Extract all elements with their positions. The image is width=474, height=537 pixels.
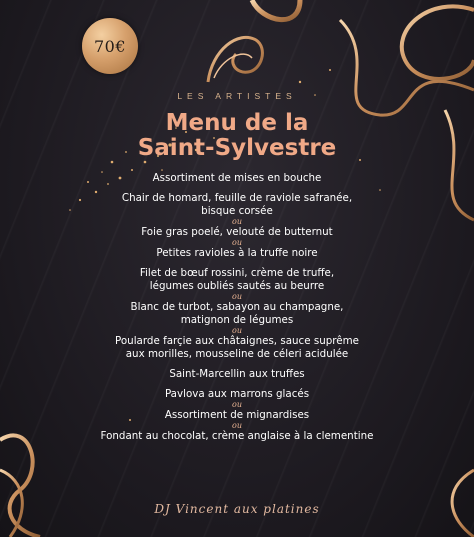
menu-item: légumes oubliés sautés au beurre	[149, 280, 325, 292]
menu-item: Fondant au chocolat, crème anglaise à la clementine	[100, 430, 374, 442]
or-separator: ou	[232, 421, 242, 430]
title-line-1: Menu de la	[165, 110, 309, 136]
menu-item: Pavlova aux marrons glacés	[164, 388, 310, 400]
or-separator: ou	[232, 292, 242, 301]
price-badge	[82, 18, 138, 74]
brand-name: LES ARTISTES	[177, 91, 297, 101]
menu-item: bisque corsée	[201, 205, 273, 217]
menu-item: Assortiment de mises en bouche	[152, 172, 322, 184]
menu-item: matignon de légumes	[180, 314, 294, 326]
or-separator: ou	[232, 238, 242, 247]
menu-item: Filet de bœuf rossini, crème de truffe,	[139, 267, 335, 279]
ribbon-top-right	[252, 0, 300, 20]
menu-item: Foie gras poelé, velouté de butternut	[141, 226, 333, 238]
menu-item: Saint-Marcellin aux truffes	[169, 368, 305, 380]
menu-item: Petites ravioles à la truffe noire	[156, 247, 318, 259]
dj-signature: DJ Vincent aux platines	[154, 502, 320, 516]
price-label: 70€	[93, 36, 127, 56]
menu-item: Chair de homard, feuille de raviole safranée,	[121, 192, 353, 204]
menu-items	[0, 172, 474, 443]
menu-item: aux morilles, mousseline de céleri acidulée	[125, 348, 349, 360]
menu-item: Blanc de turbot, sabayon au champagne,	[130, 301, 344, 313]
or-separator: ou	[232, 217, 242, 226]
or-separator: ou	[232, 326, 242, 335]
title-line-2: Saint-Sylvestre	[137, 135, 337, 161]
or-separator: ou	[232, 400, 242, 409]
menu-item: Assortiment de mignardises	[164, 409, 310, 421]
ribbon-right-loop	[402, 6, 474, 79]
menu-title	[0, 111, 474, 161]
menu-item: Poularde farçie aux châtaignes, sauce suprême	[115, 335, 359, 347]
logo-flourish	[208, 37, 262, 82]
